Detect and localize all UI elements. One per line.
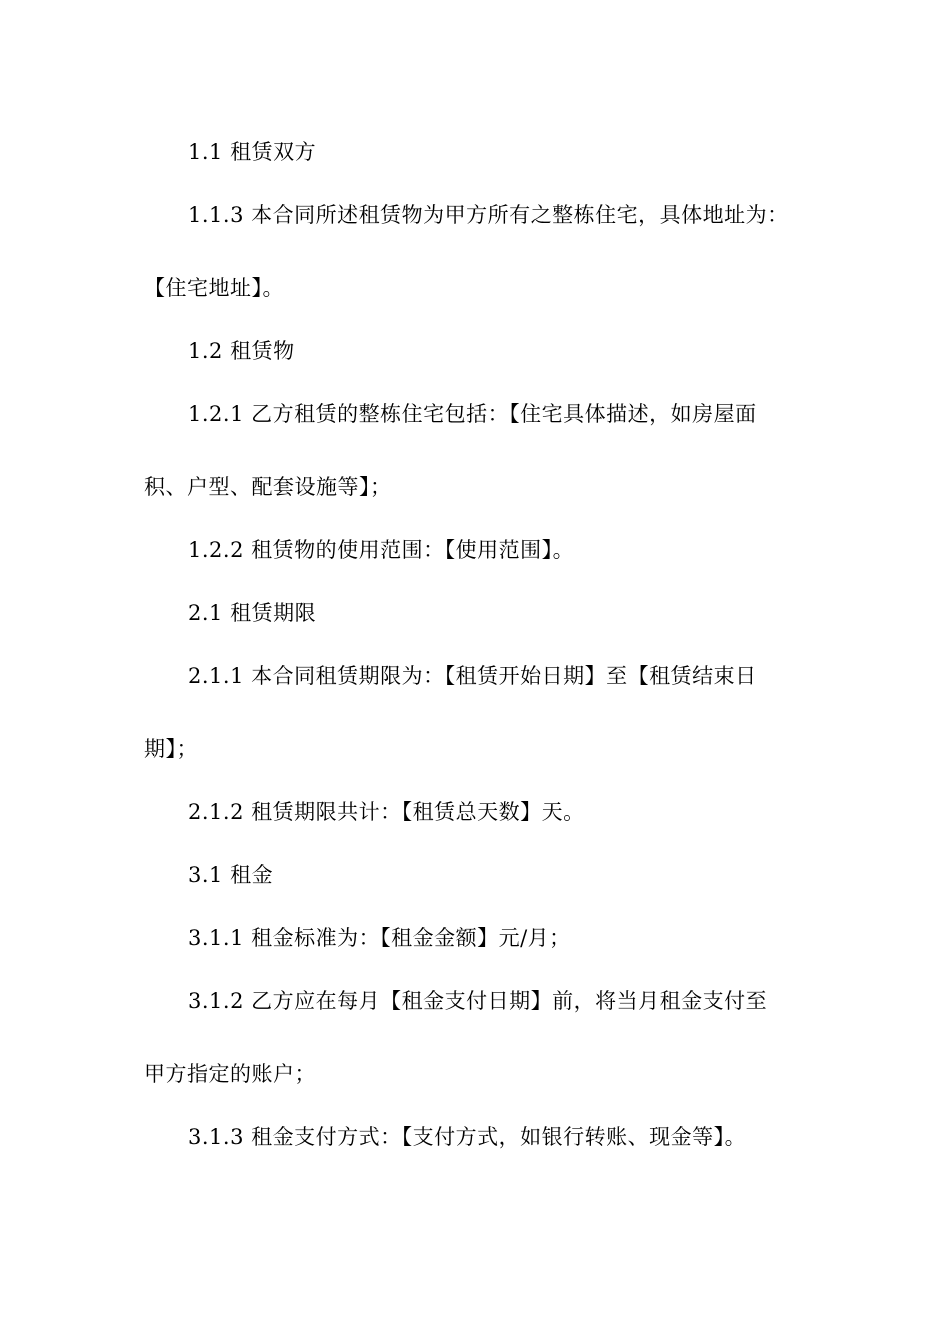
section-heading-1-2: 1.2 租赁物	[188, 339, 295, 363]
section-heading-2-1: 2.1 租赁期限	[188, 601, 317, 625]
clause-1-2-2: 1.2.2 租赁物的使用范围：【使用范围】。	[188, 538, 575, 562]
clause-3-1-3: 3.1.3 租金支付方式：【支付方式，如银行转账、现金等】。	[188, 1125, 747, 1149]
clause-2-1-1: 2.1.1 本合同租赁期限为：【租赁开始日期】至【租赁结束日	[188, 664, 757, 688]
clause-3-1-1: 3.1.1 租金标准为：【租金金额】元/月；	[188, 926, 571, 950]
clause-1-1-3: 1.1.3 本合同所述租赁物为甲方所有之整栋住宅，具体地址为：	[188, 203, 789, 227]
clause-1-1-3-continued: 【住宅地址】。	[144, 276, 284, 300]
clause-2-1-1-continued: 期】；	[144, 737, 198, 761]
section-heading-1-1: 1.1 租赁双方	[188, 140, 317, 164]
clause-1-2-1-continued: 积、户型、配套设施等】；	[144, 475, 392, 499]
clause-3-1-2-continued: 甲方指定的账户；	[144, 1062, 316, 1086]
clause-1-2-1: 1.2.1 乙方租赁的整栋住宅包括：【住宅具体描述，如房屋面	[188, 402, 757, 426]
clause-3-1-2: 3.1.2 乙方应在每月【租金支付日期】前，将当月租金支付至	[188, 989, 768, 1013]
section-heading-3-1: 3.1 租金	[188, 863, 274, 887]
clause-2-1-2: 2.1.2 租赁期限共计：【租赁总天数】天。	[188, 800, 585, 824]
